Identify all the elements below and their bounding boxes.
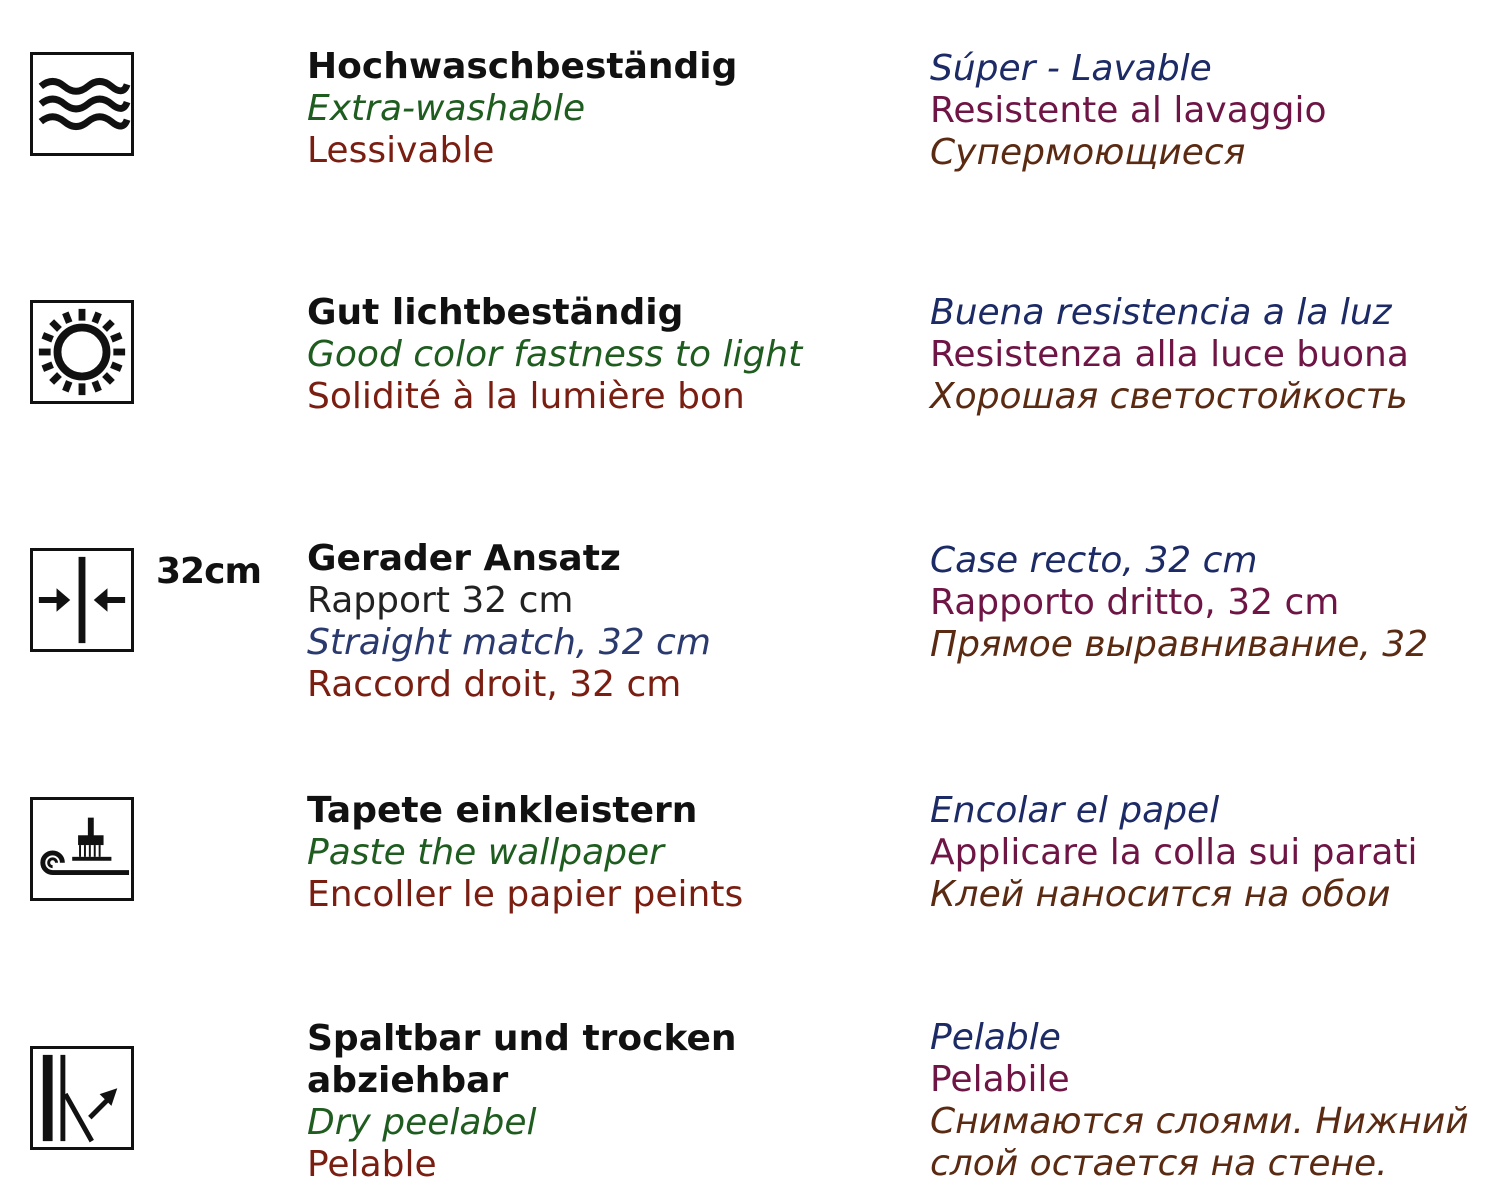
left-text-block bbox=[307, 292, 907, 418]
label-fr: Raccord droit, 32 cm bbox=[307, 664, 682, 705]
label-en: Extra-washable bbox=[307, 88, 586, 129]
left-text-block bbox=[307, 790, 907, 916]
label-ru: Клей наносится на обои bbox=[930, 874, 1391, 915]
label-de: Gerader Ansatz bbox=[307, 538, 621, 579]
wash-waves-icon bbox=[30, 52, 134, 156]
label-ru: Снимаются слоями. Нижний bbox=[930, 1101, 1469, 1142]
label-en: Good color fastness to light bbox=[307, 334, 803, 375]
label-de-continued: abziehbar bbox=[307, 1060, 509, 1101]
label-it: Resistenza alla luce buona bbox=[930, 334, 1409, 375]
left-text-block bbox=[307, 1018, 907, 1186]
label-fr: Pelable bbox=[307, 1144, 437, 1185]
label-es: Pelable bbox=[930, 1017, 1061, 1058]
left-text-block bbox=[307, 538, 907, 706]
label-fr: Encoller le papier peints bbox=[307, 874, 744, 915]
label-de: Tapete einkleistern bbox=[307, 790, 698, 831]
label-ru-continued: слой остается на стене. bbox=[930, 1143, 1388, 1184]
label-es: Encolar el papel bbox=[930, 790, 1220, 831]
label-en: Paste the wallpaper bbox=[307, 832, 664, 873]
right-text-block bbox=[930, 790, 1490, 916]
label-it: Pelabile bbox=[930, 1059, 1070, 1100]
sun-icon bbox=[30, 300, 134, 404]
left-text-block bbox=[307, 46, 907, 172]
paste-wallpaper-icon bbox=[30, 797, 134, 901]
label-fr: Lessivable bbox=[307, 130, 495, 171]
label-it: Resistente al lavaggio bbox=[930, 90, 1327, 131]
peelable-icon bbox=[30, 1046, 134, 1150]
label-es: Buena resistencia a la luz bbox=[930, 292, 1392, 333]
right-text-block bbox=[930, 1017, 1490, 1185]
label-de: Spaltbar und trocken bbox=[307, 1018, 737, 1059]
label-en: Dry peelabel bbox=[307, 1102, 537, 1143]
label-rapport: Rapport 32 cm bbox=[307, 580, 574, 621]
label-fr: Solidité à la lumière bon bbox=[307, 376, 745, 417]
right-text-block bbox=[930, 48, 1490, 174]
label-en: Straight match, 32 cm bbox=[307, 622, 711, 663]
label-ru: Супермоющиеся bbox=[930, 132, 1246, 173]
label-de: Gut lichtbeständig bbox=[307, 292, 684, 333]
label-it: Rapporto dritto, 32 cm bbox=[930, 582, 1340, 623]
label-ru: Прямое выравнивание, 32 bbox=[930, 624, 1429, 665]
label-es: Case recto, 32 cm bbox=[930, 540, 1258, 581]
label-de: Hochwaschbeständig bbox=[307, 46, 738, 87]
label-es: Súper - Lavable bbox=[930, 48, 1212, 89]
right-text-block bbox=[930, 540, 1490, 666]
label-ru: Хорошая светостойкость bbox=[930, 376, 1408, 417]
repeat-size-label: 32cm bbox=[156, 551, 261, 592]
right-text-block bbox=[930, 292, 1490, 418]
straight-match-icon bbox=[30, 548, 134, 652]
label-it: Applicare la colla sui parati bbox=[930, 832, 1418, 873]
